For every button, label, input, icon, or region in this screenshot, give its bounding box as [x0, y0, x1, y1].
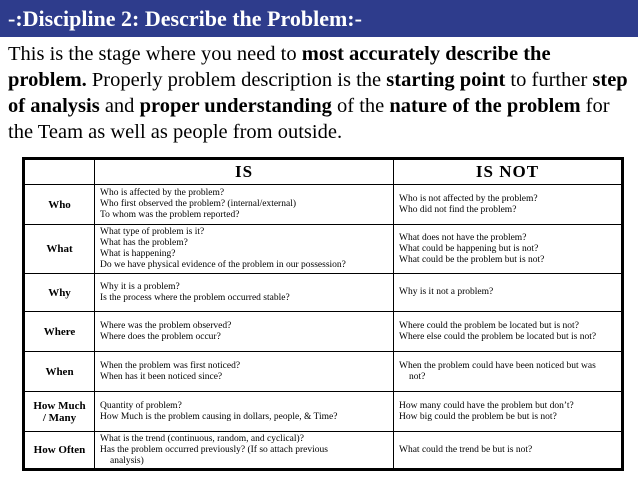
cell-is-not [394, 312, 622, 352]
cell-is-not [394, 392, 622, 432]
cell-line: Who is affected by the problem? [100, 188, 225, 198]
table-row [25, 352, 622, 392]
cell-is [95, 312, 394, 352]
row-label-why: Why [25, 274, 95, 312]
row-label-who: Who [25, 185, 95, 225]
row-label-line: How Much [33, 399, 86, 412]
row-label-line: / Many [42, 411, 77, 424]
cell-line: How many could have the problem but don’t? [399, 400, 574, 411]
cell-line: analysis) [110, 455, 144, 466]
cell-line: What is the trend (continuous, random, and cyclical)? [100, 433, 304, 444]
intro-bold-5: nature of the problem [389, 95, 581, 117]
cell-line: What could be the problem but is not? [399, 254, 545, 265]
cell-line: To whom was the problem reported? [100, 210, 240, 220]
table-row [25, 225, 622, 274]
cell-line: What is happening? [100, 249, 176, 259]
intro-text-6: for the Team as well as people from outside. [8, 95, 610, 143]
cell-line: Has the problem occurred previously? (If so attach previous [100, 444, 328, 455]
intro-bold-3: step of analysis [8, 69, 628, 117]
intro-text-2: Properly problem description is the [86, 69, 387, 91]
table-row [25, 312, 622, 352]
cell-line: What could be happening but is not? [399, 243, 539, 254]
is-is-not-table [22, 157, 624, 471]
cell-line: Who is not affected by the problem? [399, 193, 538, 204]
intro-text-4: and [99, 95, 140, 117]
cell-line: Why is it not a problem? [399, 287, 494, 297]
intro-paragraph [8, 41, 634, 145]
cell-line: not? [409, 371, 426, 382]
cell-is [95, 392, 394, 432]
row-label-how-much [25, 392, 95, 432]
cell-is [95, 432, 394, 469]
cell-is [95, 352, 394, 392]
cell-is-not [394, 274, 622, 312]
cell-line: What type of problem is it? [100, 227, 205, 237]
cell-line: Do we have physical evidence of the problem in our possession? [100, 260, 346, 270]
cell-line: Quantity of problem? [100, 400, 182, 411]
cell-line: Who first observed the problem? (internal/external) [100, 199, 296, 209]
cell-line: When has it been noticed since? [100, 371, 223, 382]
table-row [25, 392, 622, 432]
cell-line: Why it is a problem? [100, 281, 180, 292]
cell-is-not [394, 352, 622, 392]
cell-line: When the problem was first noticed? [100, 360, 241, 371]
cell-line: Where could the problem be located but is not? [399, 320, 579, 331]
cell-is [95, 274, 394, 312]
header-is: IS [95, 160, 394, 185]
row-label-how-often: How Often [25, 432, 95, 469]
table-row [25, 432, 622, 469]
intro-text-5: of the [331, 95, 390, 117]
intro-text-1: This is the stage where you need to [8, 43, 302, 65]
cell-line: What could the trend be but is not? [399, 444, 533, 455]
table-row [25, 274, 622, 312]
intro-text-3: to further [505, 69, 593, 91]
header-blank [25, 160, 95, 185]
table-header-row [25, 160, 622, 185]
cell-is-not [394, 225, 622, 274]
cell-line: Where does the problem occur? [100, 331, 221, 342]
intro-bold-1: most accurately describe the problem. [8, 43, 551, 91]
cell-is [95, 185, 394, 225]
cell-line: How Much is the problem causing in dollars, people, & Time? [100, 411, 338, 422]
cell-line: Who did not find the problem? [399, 204, 517, 215]
cell-is [95, 225, 394, 274]
cell-line: Is the process where the problem occurred stable? [100, 292, 290, 303]
cell-is-not [394, 185, 622, 225]
row-label-when: When [25, 352, 95, 392]
cell-line: When the problem could have been noticed but was [399, 360, 596, 371]
intro-bold-2: starting point [386, 69, 506, 91]
cell-line: What has the problem? [100, 238, 188, 248]
cell-line: Where else could the problem be located but is not? [399, 331, 597, 342]
table-row [25, 185, 622, 225]
intro-bold-4: proper understanding [139, 95, 332, 117]
row-label-where: Where [25, 312, 95, 352]
row-label-what: What [25, 225, 95, 274]
header-is-not: IS NOT [394, 160, 622, 185]
cell-is-not [394, 432, 622, 469]
cell-line: How big could the problem be but is not? [399, 411, 557, 422]
cell-line: What does not have the problem? [399, 232, 527, 243]
cell-line: Where was the problem observed? [100, 320, 232, 331]
slide-title: -:Discipline 2: Describe the Problem:- [0, 0, 638, 37]
